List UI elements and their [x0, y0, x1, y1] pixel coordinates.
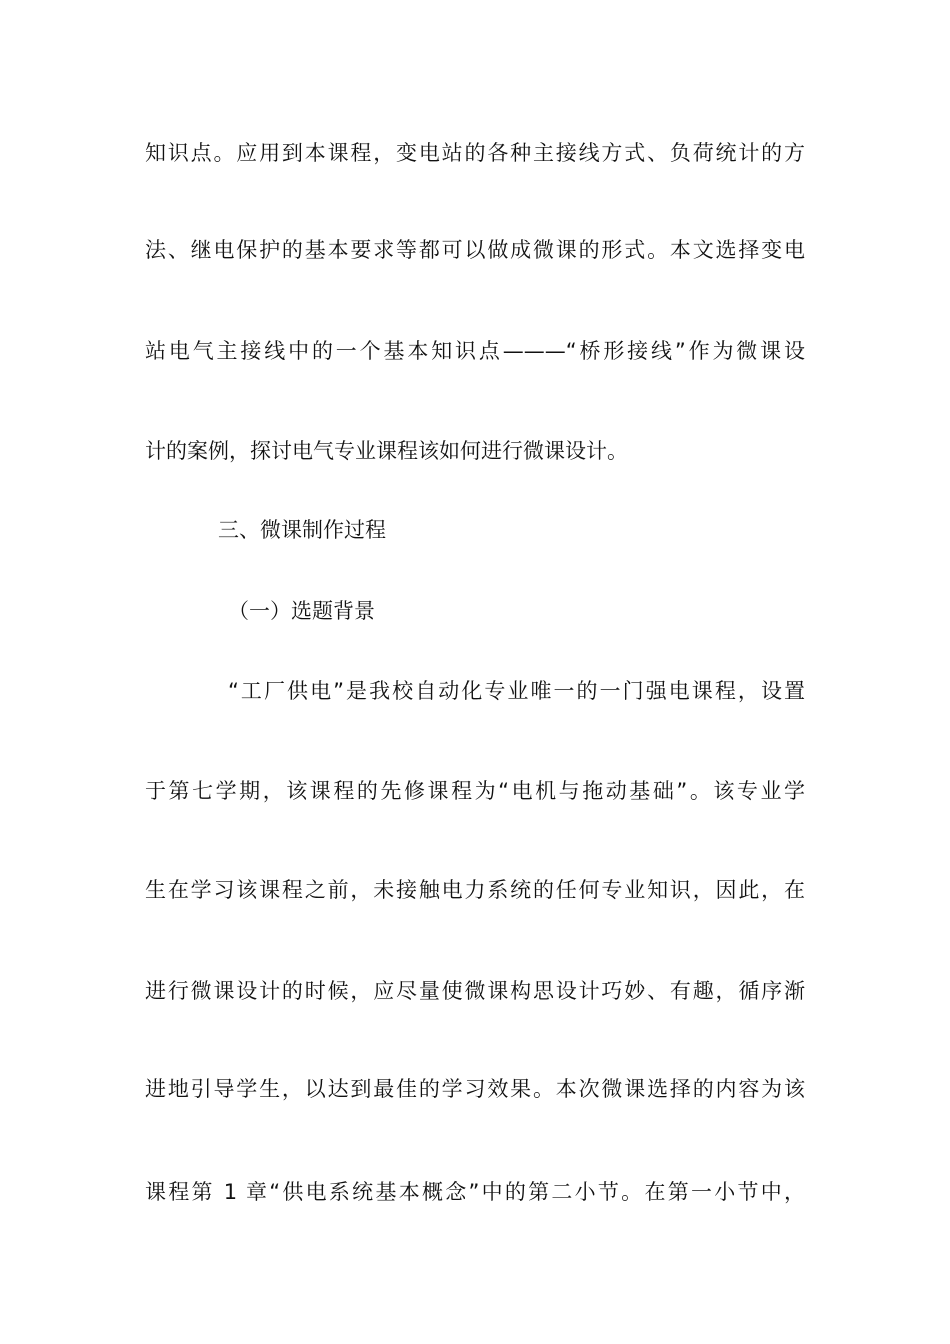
- paragraph-2-line-2: 于第七学期，该课程的先修课程为“电机与拖动基础”。该专业学: [145, 779, 805, 803]
- subsection-heading: （一）选题背景: [228, 599, 375, 623]
- paragraph-1-line-3: 站电气主接线中的一个基本知识点———“桥形接线”作为微课设: [145, 339, 805, 363]
- paragraph-2-line-1: “工厂供电”是我校自动化专业唯一的一门强电课程，设置: [228, 679, 805, 703]
- paragraph-2-line-3: 生在学习该课程之前，未接触电力系统的任何专业知识，因此，在: [145, 878, 805, 902]
- paragraph-1-line-1: 知识点。应用到本课程，变电站的各种主接线方式、负荷统计的方: [145, 141, 805, 165]
- paragraph-2-line-6: 课程第 1 章“供电系统基本概念”中的第二小节。在第一小节中，: [145, 1180, 805, 1204]
- section-heading: 三、微课制作过程: [218, 518, 386, 542]
- paragraph-1-line-4: 计的案例，探讨电气专业课程该如何进行微课设计。: [145, 439, 628, 463]
- paragraph-1-line-2: 法、继电保护的基本要求等都可以做成微课的形式。本文选择变电: [145, 238, 805, 262]
- paragraph-2-line-4: 进行微课设计的时候，应尽量使微课构思设计巧妙、有趣，循序渐: [145, 979, 805, 1003]
- paragraph-2-line-5: 进地引导学生，以达到最佳的学习效果。本次微课选择的内容为该: [145, 1077, 805, 1101]
